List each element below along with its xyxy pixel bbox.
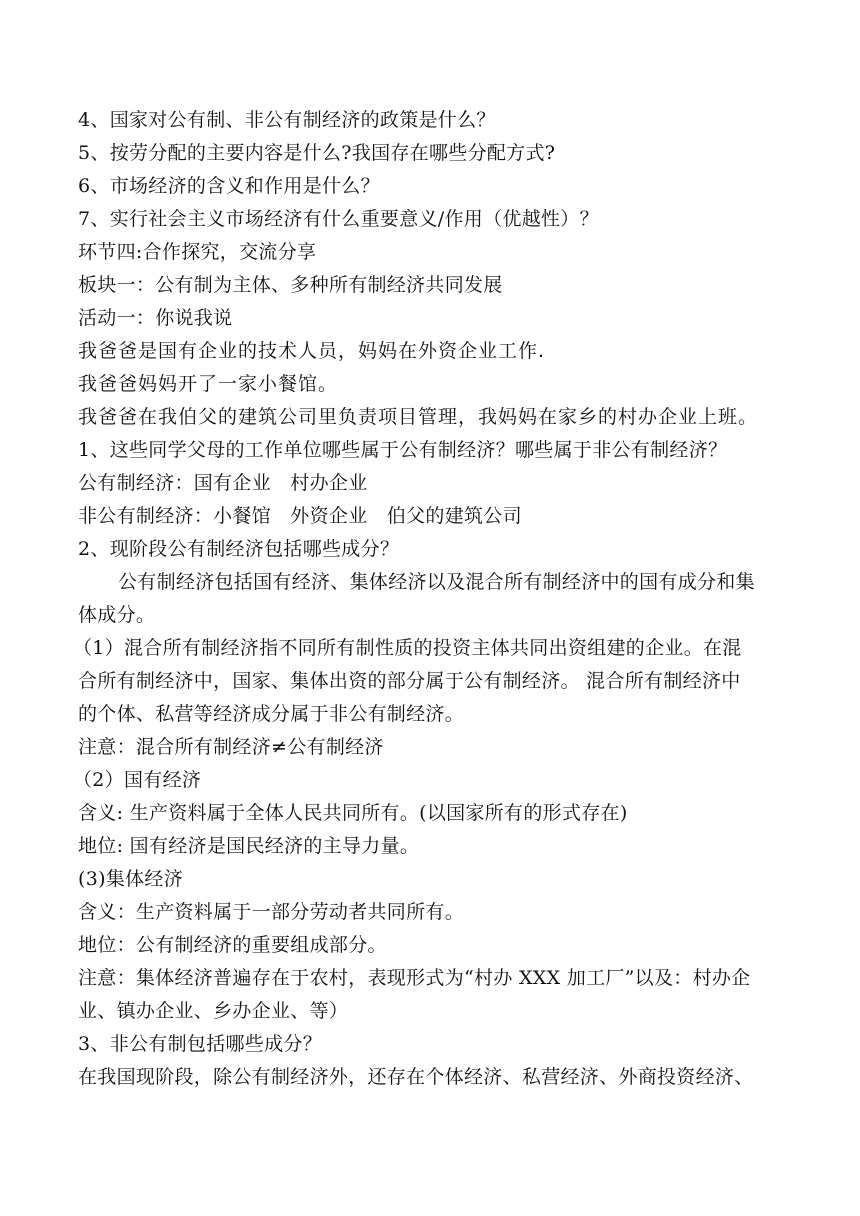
paragraph-line: 公有制经济包括国有经济、集体经济以及混合所有制经济中的国有成分和集 [118, 571, 755, 593]
question-5: 5、按劳分配的主要内容是什么?我国存在哪些分配方式? [78, 142, 556, 164]
question-4: 4、国家对公有制、非公有制经济的政策是什么？ [78, 109, 496, 131]
paragraph-line: 在我国现阶段，除公有制经济外，还存在个体经济、私营经济、外商投资经济、 [78, 1066, 754, 1088]
paragraph-line: 合所有制经济中，国家、集体出资的部分属于公有制经济。 混合所有制经济中 [78, 670, 741, 692]
note-line: 注意：集体经济普遍存在于农村，表现形式为“村办 XXX 加工厂”以及：村办企 [78, 967, 751, 989]
document-body [73, 104, 790, 1094]
paragraph-line: 的个体、私营等经济成分属于非公有制经济。 [78, 703, 465, 725]
discussion-question-2: 2、现阶段公有制经济包括哪些成分？ [78, 538, 400, 560]
discussion-question-3: 3、非公有制包括哪些成分？ [78, 1033, 322, 1055]
student-statement-1: 我爸爸是国有企业的技术人员，妈妈在外资企业工作. [78, 340, 546, 362]
question-7: 7、实行社会主义市场经济有什么重要意义/作用（优越性）？ [78, 208, 599, 230]
note-line: 注意：混合所有制经济≠公有制经济 [78, 736, 384, 758]
collective-economy-heading: (3)集体经济 [78, 868, 184, 890]
status-line: 地位: 国有经济是国民经济的主导力量。 [78, 835, 420, 857]
answer-non-public-ownership: 非公有制经济：小餐馆 外资企业 伯父的建筑公司 [78, 505, 522, 527]
definition-line: 含义: 生产资料属于全体人民共同所有。(以国家所有的形式存在) [78, 802, 628, 824]
state-economy-heading: （2）国有经济 [73, 769, 202, 791]
status-line: 地位：公有制经济的重要组成部分。 [78, 934, 387, 956]
section-heading: 环节四:合作探究，交流分享 [78, 241, 317, 263]
block-heading: 板块一：公有制为主体、多种所有制经济共同发展 [78, 274, 503, 296]
student-statement-2: 我爸爸妈妈开了一家小餐馆。 [78, 373, 339, 395]
answer-public-ownership: 公有制经济：国有企业 村办企业 [78, 472, 368, 494]
mixed-ownership-definition: （1）混合所有制经济指不同所有制性质的投资主体共同出资组建的企业。在混 [73, 637, 742, 659]
paragraph-line: 业、镇办企业、乡办企业、等） [78, 1000, 349, 1022]
student-statement-3: 我爸爸在我伯父的建筑公司里负责项目管理，我妈妈在家乡的村办企业上班。 [78, 406, 759, 428]
definition-line: 含义：生产资料属于一部分劳动者共同所有。 [78, 901, 465, 923]
activity-heading: 活动一：你说我说 [78, 307, 233, 329]
paragraph-line: 体成分。 [78, 604, 156, 626]
question-6: 6、市场经济的含义和作用是什么？ [78, 175, 380, 197]
discussion-question-1: 1、这些同学父母的工作单位哪些属于公有制经济？哪些属于非公有制经济？ [78, 439, 728, 461]
